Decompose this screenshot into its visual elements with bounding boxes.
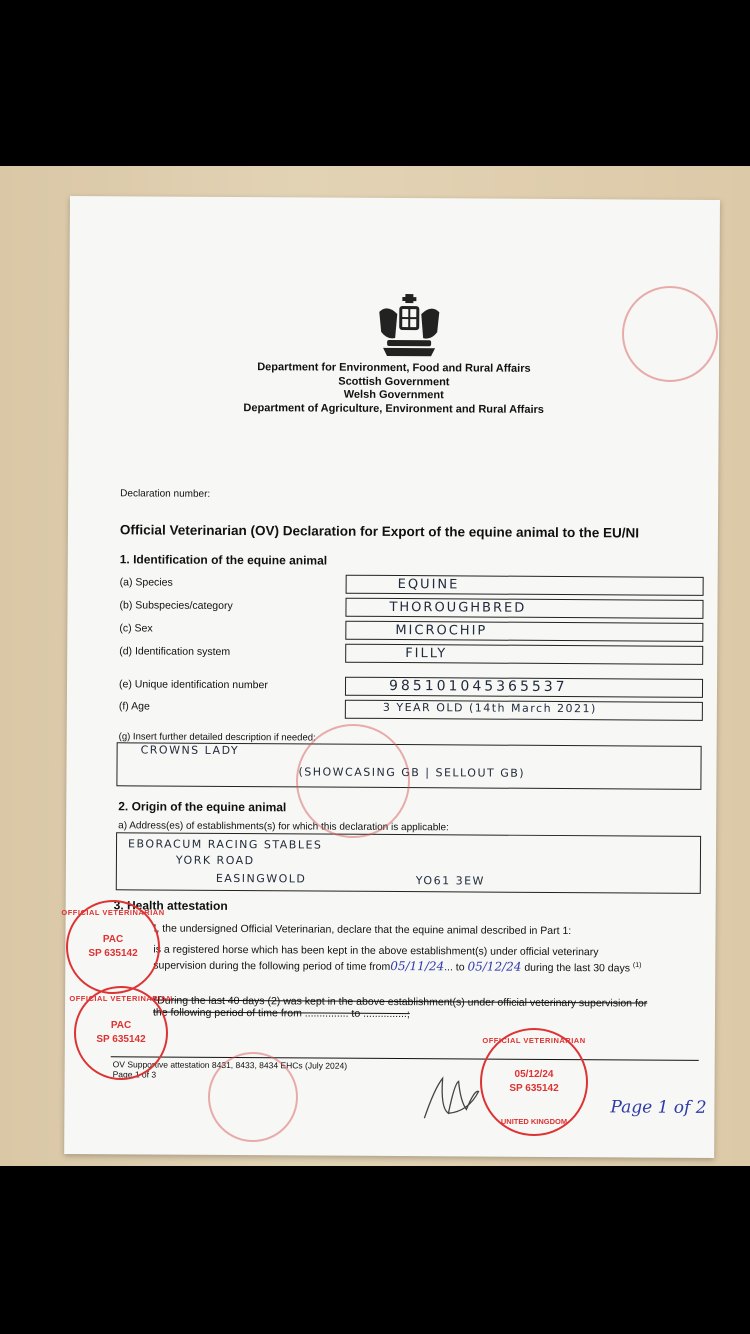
further-description-label: (g) Insert further detailed description if needed: (118, 731, 316, 744)
footer-line1: OV Supportive attestation 8431, 8433, 8434 EHCs (July 2024) (112, 1059, 348, 1071)
identification-system-field (345, 644, 703, 665)
faint-date-stamp-middle (296, 724, 410, 838)
address-line3: EASINGWOLD (215, 871, 307, 886)
date-to: 05/12/24 (467, 959, 522, 974)
faint-date-stamp-top (622, 286, 718, 382)
ov-stamp-1: OFFICIAL VETERINARIAN PAC SP 635142 (66, 900, 160, 994)
attestation-line3: supervision during the following period of time from05/11/24... to 05/12/24 during the last 30 days $^{(1)}$ (153, 958, 642, 975)
section1-heading: 1. Identification of the equine animal (119, 552, 328, 568)
dept-scottish-government: Scottish Government (338, 375, 450, 388)
footer-line2: Page 1 of 3 (112, 1069, 157, 1080)
species-value: EQUINE (397, 577, 460, 593)
establishment-label: a) Address(es) of establishments(s) for which this declaration is applicable: (118, 820, 449, 834)
identification-system-label: (d) Identification system (119, 645, 231, 658)
declaration-number-label: Declaration number: (120, 488, 211, 500)
ov-stamp-3: OFFICIAL VETERINARIAN 05/12/24 SP 635142 UNITED KINGDOM (480, 1028, 588, 1136)
ov-stamp-2: OFFICIAL VETERINARIAN PAC SP 635142 (74, 986, 168, 1080)
dept-defra: Department for Environment, Food and Rural Affairs (257, 361, 531, 375)
attestation-line5: the following period of time from ............... to ...............; (152, 1006, 410, 1021)
address-line2: YORK ROAD (175, 853, 255, 868)
attestation-line2: is a registered horse which has been kept in the above establishment(s) under official veterinary (153, 943, 599, 959)
age-label: (f) Age (118, 700, 150, 713)
address-line1: EBORACUM RACING STABLES (128, 837, 323, 852)
description-line1: CROWNS LADY (140, 743, 240, 758)
description-line2: (SHOWCASING GB | SELLOUT GB) (298, 765, 526, 780)
subspecies-label: (b) Subspecies/category (119, 599, 233, 613)
address-line4: YO61 3EW (415, 874, 485, 888)
section3-heading: 3. Health attestation (113, 898, 228, 913)
species-label: (a) Species (119, 576, 173, 589)
page-note: Page 1 of 2 (610, 1097, 707, 1118)
dept-daera: Department of Agriculture, Environment and Rural Affairs (243, 401, 544, 416)
royal-coat-of-arms-icon (369, 290, 449, 362)
attestation-line1: I, the undersigned Official Veterinarian, declare that the equine animal described in Part 1: (153, 922, 572, 938)
unique-id-label: (e) Unique identification number (118, 678, 268, 692)
unique-id-value: 985101045365537 (388, 677, 568, 696)
sex-label: (c) Sex (119, 622, 153, 635)
age-value: 3 YEAR OLD (14th March 2021) (382, 700, 597, 716)
identification-system-value: FILLY (405, 646, 448, 662)
document-title: Official Veterinarian (OV) Declaration for Export of the equine animal to the EU/NI (119, 522, 640, 541)
section2-heading: 2. Origin of the equine animal (118, 799, 287, 815)
subspecies-value: THOROUGHBRED (389, 599, 527, 616)
faint-date-stamp-bottom (208, 1052, 298, 1142)
dept-welsh-government: Welsh Government (343, 388, 444, 402)
sex-value: MICROCHIP (395, 622, 488, 639)
attestation-line4: *During the last 40 days (2) was kept in the above establishment(s) under official veterinary supervision for (153, 994, 648, 1010)
date-from: 05/11/24 (390, 958, 445, 974)
